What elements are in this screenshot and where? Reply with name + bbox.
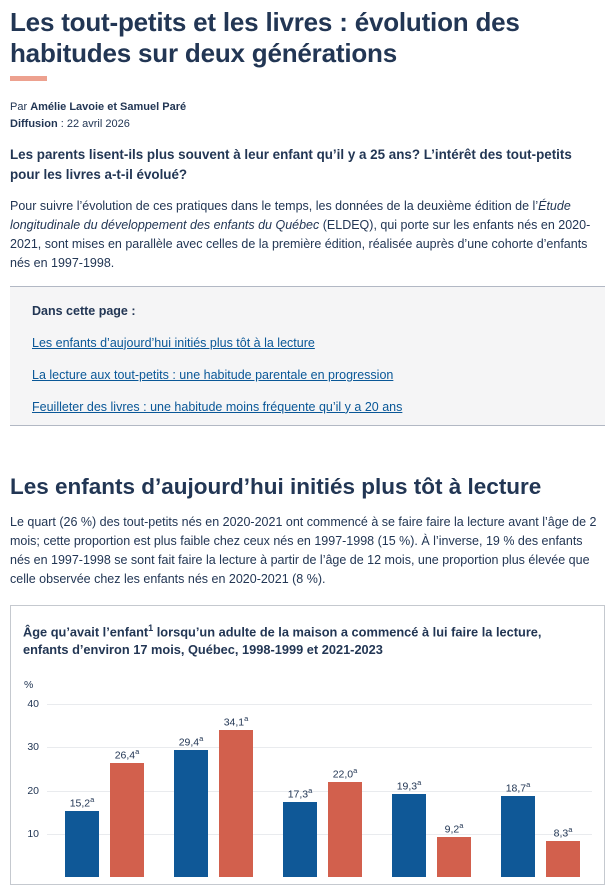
bar-1998-1999-group2	[174, 750, 208, 877]
bar-value-label-2021-2023-group1: 26,4$^a$	[114, 746, 140, 762]
intro-text-before: Pour suivre l’évolution de ces pratiques dans le temps, les données de la deuxième édition de l’	[10, 199, 539, 214]
bar-value-label-1998-1999-group3: 17,3$^a$	[287, 786, 313, 801]
y-tick-30: 30	[27, 741, 39, 754]
toc-link-feuilleter-livres[interactable]: Feuilleter des livres : une habitude moins fréquente qu’il y a 20 ans	[32, 399, 403, 414]
bar-2021-2023-group2	[219, 730, 253, 878]
diffusion-date: : 22 avril 2026	[57, 118, 130, 130]
bar-1998-1999-group1	[65, 811, 99, 877]
intro-text-after: (ELDEQ), qui porte sur les enfants nés en 2020-2021, sont mises en parallèle avec celles de la première édition, réalisée auprès d’une cohorte d’enfants nés en 1997-1998.	[10, 218, 591, 271]
bar-value-label-1998-1999-group1: 15,2$^a$	[69, 795, 95, 810]
chart	[23, 671, 592, 885]
bar-value-label-2021-2023-group3: 22,0$^a$	[332, 765, 358, 781]
bar-2021-2023-group5	[546, 841, 580, 877]
bar-value-label-1998-1999-group5: 18,7$^a$	[505, 780, 531, 795]
toc-link-initiation-lecture[interactable]: Les enfants d’aujourd’hui initiés plus tôt à la lecture	[32, 335, 315, 350]
byline	[10, 101, 605, 113]
y-tick-40: 40	[27, 697, 39, 710]
toc-title: Dans cette page :	[32, 303, 136, 318]
byline-prefix: Par	[10, 101, 28, 113]
diffusion-label: Diffusion	[10, 118, 58, 130]
figure-title-footnote-marker: 1	[148, 622, 154, 633]
study-name-italic: Étude longitudinale du développement des enfants du Québec	[10, 199, 571, 233]
title-accent-bar	[10, 76, 47, 81]
figure-title-rest: lorsqu’un adulte de la maison a commencé à lui faire la lecture, enfants d’environ 17 mois, Québec, 1998-1999 et 2021-2023	[23, 624, 542, 658]
bar-value-label-2021-2023-group2: 34,1$^a$	[223, 713, 249, 728]
lead-paragraph: Les parents lisent-ils plus souvent à leur enfant qu’il y a 25 ans? L’intérêt des tout-petits pour les livres a-t-il évolué?	[10, 147, 572, 182]
bar-value-label-2021-2023-group4: 9,2$^a$	[444, 821, 464, 836]
figure-box	[10, 605, 605, 885]
page-title: Les tout-petits et les livres : évolution des habitudes sur deux générations	[10, 7, 520, 68]
bar-1998-1999-group4	[392, 794, 426, 878]
y-tick-20: 20	[27, 784, 39, 797]
bar-1998-1999-group3	[283, 802, 317, 877]
article	[0, 7, 615, 885]
section-paragraph: Le quart (26 %) des tout-petits nés en 2020-2021 ont commencé à se faire faire la lecture avant l’âge de 2 mois; cette proportion est plus faible chez ceux nés en 1997-1998 (15 %). À l’inverse, 19 % des enfants nés en 1997-1998 se sont fait faire la lecture à partir de l’âge de 12 mois, une proportion plus élevée que celle observée chez les enfants nés en 2020-2021 (8 %).	[10, 514, 597, 586]
bar-value-label-2021-2023-group5: 8,3$^a$	[553, 825, 573, 840]
figure-title-main: Âge qu’avait l’enfant	[23, 624, 149, 640]
y-tick-10: 10	[27, 827, 39, 840]
bar-value-label-1998-1999-group2: 29,4$^a$	[178, 733, 204, 749]
bar-2021-2023-group4	[437, 837, 471, 877]
bar-1998-1999-group5	[501, 796, 535, 877]
figure-title	[23, 619, 589, 659]
bar-2021-2023-group1	[110, 763, 144, 877]
in-this-page-box	[10, 286, 605, 426]
bar-2021-2023-group3	[328, 782, 362, 877]
y-axis-unit-label: %	[24, 679, 34, 692]
intro-paragraph	[10, 197, 602, 273]
diffusion-line	[10, 118, 605, 130]
bar-value-label-1998-1999-group4: 19,3$^a$	[396, 777, 422, 793]
section-heading: Les enfants d’aujourd’hui initiés plus tôt à lecture	[10, 473, 542, 499]
byline-authors: Amélie Lavoie et Samuel Paré	[30, 101, 187, 113]
gridline-40	[47, 704, 592, 705]
toc-link-habitude-parentale[interactable]: La lecture aux tout-petits : une habitude parentale en progression	[32, 367, 394, 382]
